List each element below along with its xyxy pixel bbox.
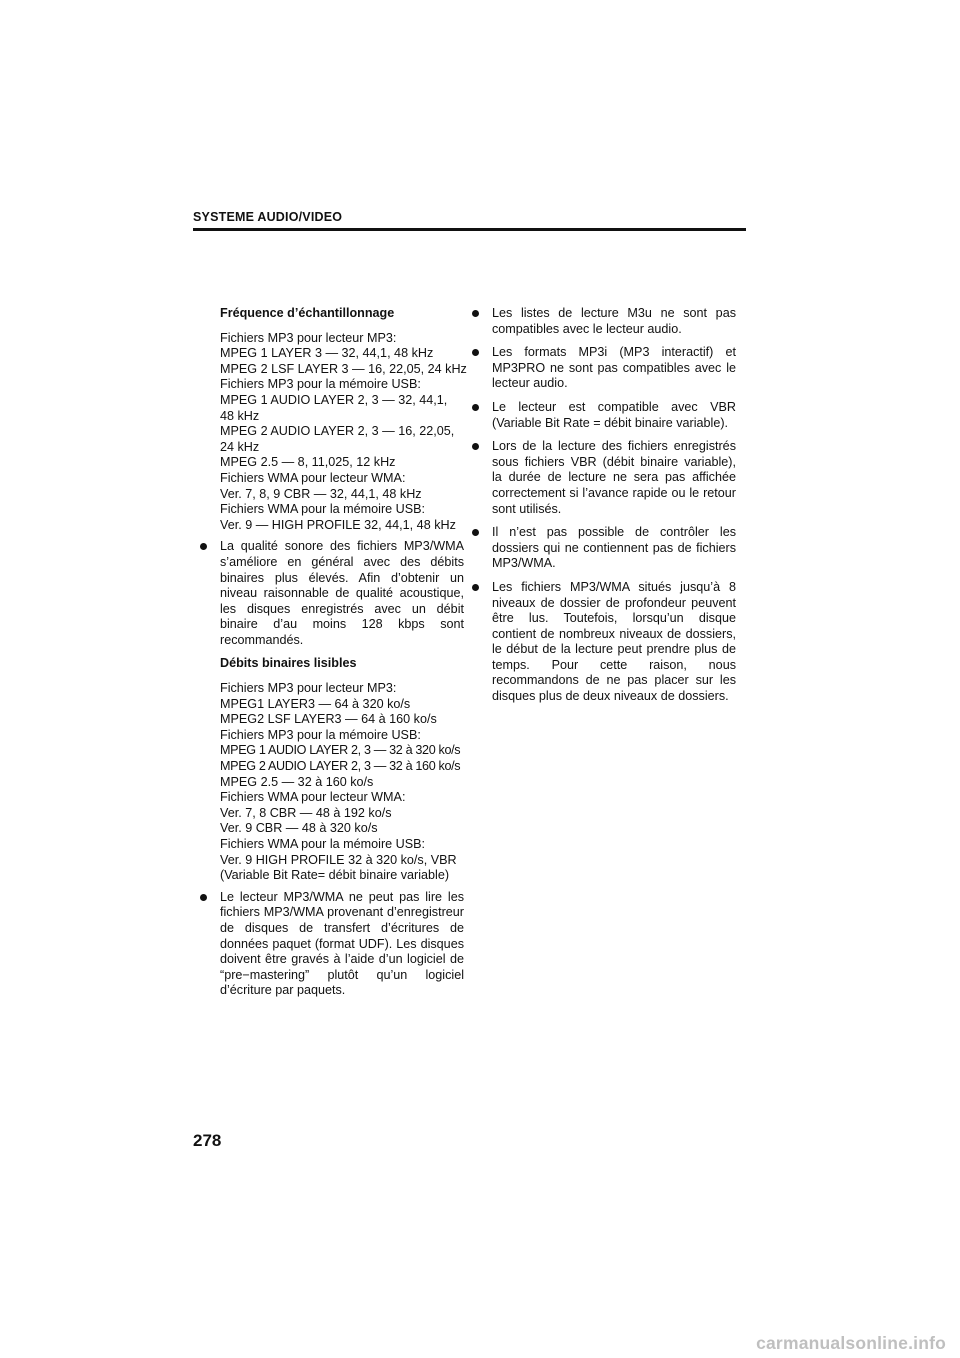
bitrate-line: MPEG 2.5 — 32 à 160 ko/s bbox=[220, 774, 374, 789]
watermark: carmanualsonline.info bbox=[756, 1333, 946, 1353]
bitrate-line: MPEG2 LSF LAYER3 — 64 à 160 ko/s bbox=[220, 712, 437, 727]
bullet-sound-quality bbox=[208, 539, 464, 648]
left-column bbox=[208, 306, 467, 999]
sampling-line: MPEG 2 LSF LAYER 3 — 16, 22,05, 24 kHz bbox=[220, 361, 467, 376]
right-column bbox=[480, 306, 736, 705]
bullet-vbr bbox=[480, 400, 736, 431]
bullet-text: Le lecteur MP3/WMA ne peut pas lire les fichiers MP3/WMA provenant d’enregistreur de disques de transfert d’écritures de données paquet (format UDF). Les disques doivent être gravés à l’aide d’un logiciel de “pre−mastering” plutôt qu’un logiciel d’écriture par paquets. bbox=[220, 889, 464, 998]
sampling-line: Fichiers MP3 pour la mémoire USB: bbox=[220, 377, 421, 392]
sampling-line: Fichiers WMA pour lecteur WMA: bbox=[220, 470, 406, 485]
bitrate-line: Fichiers WMA pour la mémoire USB: bbox=[220, 837, 426, 851]
bitrate-line: Fichiers MP3 pour lecteur MP3: bbox=[220, 681, 397, 696]
bullet-folder-levels bbox=[480, 580, 736, 705]
bullet-mp3i bbox=[480, 345, 736, 392]
bullet-udf-format bbox=[208, 890, 464, 999]
bullet-text: Les listes de lecture M3u ne sont pas compatibles avec le lecteur audio. bbox=[492, 306, 736, 336]
bitrate-line: Ver. 7, 8 CBR — 48 à 192 ko/s bbox=[220, 805, 392, 820]
bitrate-line: MPEG 1 AUDIO LAYER 2, 3 — 32 à 320 ko/s bbox=[220, 743, 461, 758]
bitrate-line: Ver. 9 HIGH PROFILE 32 à 320 ko/s, VBR (Variable Bit Rate= débit binaire variable) bbox=[220, 852, 457, 883]
bitrate-line: Ver. 9 CBR — 48 à 320 ko/s bbox=[220, 821, 378, 836]
sampling-line: Fichiers MP3 pour lecteur MP3: bbox=[220, 330, 397, 345]
bullet-dot-icon bbox=[472, 443, 479, 450]
sampling-line: MPEG 1 LAYER 3 — 32, 44,1, 48 kHz bbox=[220, 346, 434, 361]
sampling-line: Ver. 7, 8, 9 CBR — 32, 44,1, 48 kHz bbox=[220, 486, 422, 501]
bullet-dot-icon bbox=[472, 404, 479, 411]
sampling-line: MPEG 2.5 — 8, 11,025, 12 kHz bbox=[220, 455, 396, 470]
sampling-line: MPEG 1 AUDIO LAYER 2, 3 — 32, 44,1, 48 kHz bbox=[220, 392, 448, 423]
bullet-dot-icon bbox=[200, 543, 207, 550]
bitrate-block bbox=[208, 656, 464, 883]
bullet-dot-icon bbox=[472, 529, 479, 536]
bullet-dot-icon bbox=[472, 349, 479, 356]
bullet-text: Lors de la lecture des fichiers enregistrés sous fichiers VBR (débit binaire variable), la durée de lecture ne sera pas affichée correctement si l’avance rapide ou le retour sont utilisés. bbox=[492, 439, 736, 516]
sampling-block bbox=[208, 306, 467, 533]
bullet-dot-icon bbox=[200, 894, 207, 901]
bitrate-line: Fichiers MP3 pour la mémoire USB: bbox=[220, 727, 421, 742]
bullet-m3u bbox=[480, 306, 736, 337]
bullet-folders bbox=[480, 525, 736, 572]
bullet-text: Les formats MP3i (MP3 interactif) et MP3PRO ne sont pas compatibles avec le lecteur audio. bbox=[492, 345, 736, 391]
bullet-dot-icon bbox=[472, 310, 479, 317]
sampling-line: Ver. 9 — HIGH PROFILE 32, 44,1, 48 kHz bbox=[220, 517, 456, 532]
header-rule bbox=[193, 228, 746, 231]
page-number: 278 bbox=[193, 1131, 222, 1150]
section-header: SYSTEME AUDIO/VIDEO bbox=[193, 210, 343, 224]
sampling-list bbox=[220, 330, 467, 534]
sampling-heading: Fréquence d’échantillonnage bbox=[220, 306, 395, 320]
sampling-line: MPEG 2 AUDIO LAYER 2, 3 — 16, 22,05, 24 kHz bbox=[220, 424, 455, 454]
sampling-line: Fichiers WMA pour la mémoire USB: bbox=[220, 502, 426, 517]
bitrate-line: MPEG 2 AUDIO LAYER 2, 3 — 32 à 160 ko/s bbox=[220, 759, 461, 774]
bitrate-line: MPEG1 LAYER3 — 64 à 320 ko/s bbox=[220, 696, 411, 711]
bitrate-list bbox=[220, 681, 464, 884]
bullet-vbr-duration bbox=[480, 439, 736, 517]
bitrate-line: Fichiers WMA pour lecteur WMA: bbox=[220, 790, 406, 805]
bitrate-heading: Débits binaires lisibles bbox=[220, 656, 357, 671]
bullet-text: La qualité sonore des fichiers MP3/WMA s’améliore en général avec des débits binaires plus élevés. Afin d’obtenir un niveau raisonnable de qualité acoustique, les disques enregistrés avec un débit binaire d’au moins 128 kbps sont recommandés. bbox=[220, 539, 464, 647]
bullet-text: Le lecteur est compatible avec VBR (Variable Bit Rate = débit binaire variable). bbox=[492, 399, 736, 430]
bullet-text: Les fichiers MP3/WMA situés jusqu’à 8 niveaux de dossier de profondeur peuvent être lus. Toutefois, lorsqu’un disque contient de nombreux niveaux de dossiers, le début de la lecture peut prendre plus de temps. Pour cette raison, nous recommandons de ne pas placer sur les disques plus de deux niveaux de dossiers. bbox=[492, 579, 736, 704]
bullet-text: Il n’est pas possible de contrôler les dossiers qui ne contiennent pas de fichiers MP3/WMA. bbox=[492, 525, 736, 571]
bullet-dot-icon bbox=[472, 584, 479, 591]
